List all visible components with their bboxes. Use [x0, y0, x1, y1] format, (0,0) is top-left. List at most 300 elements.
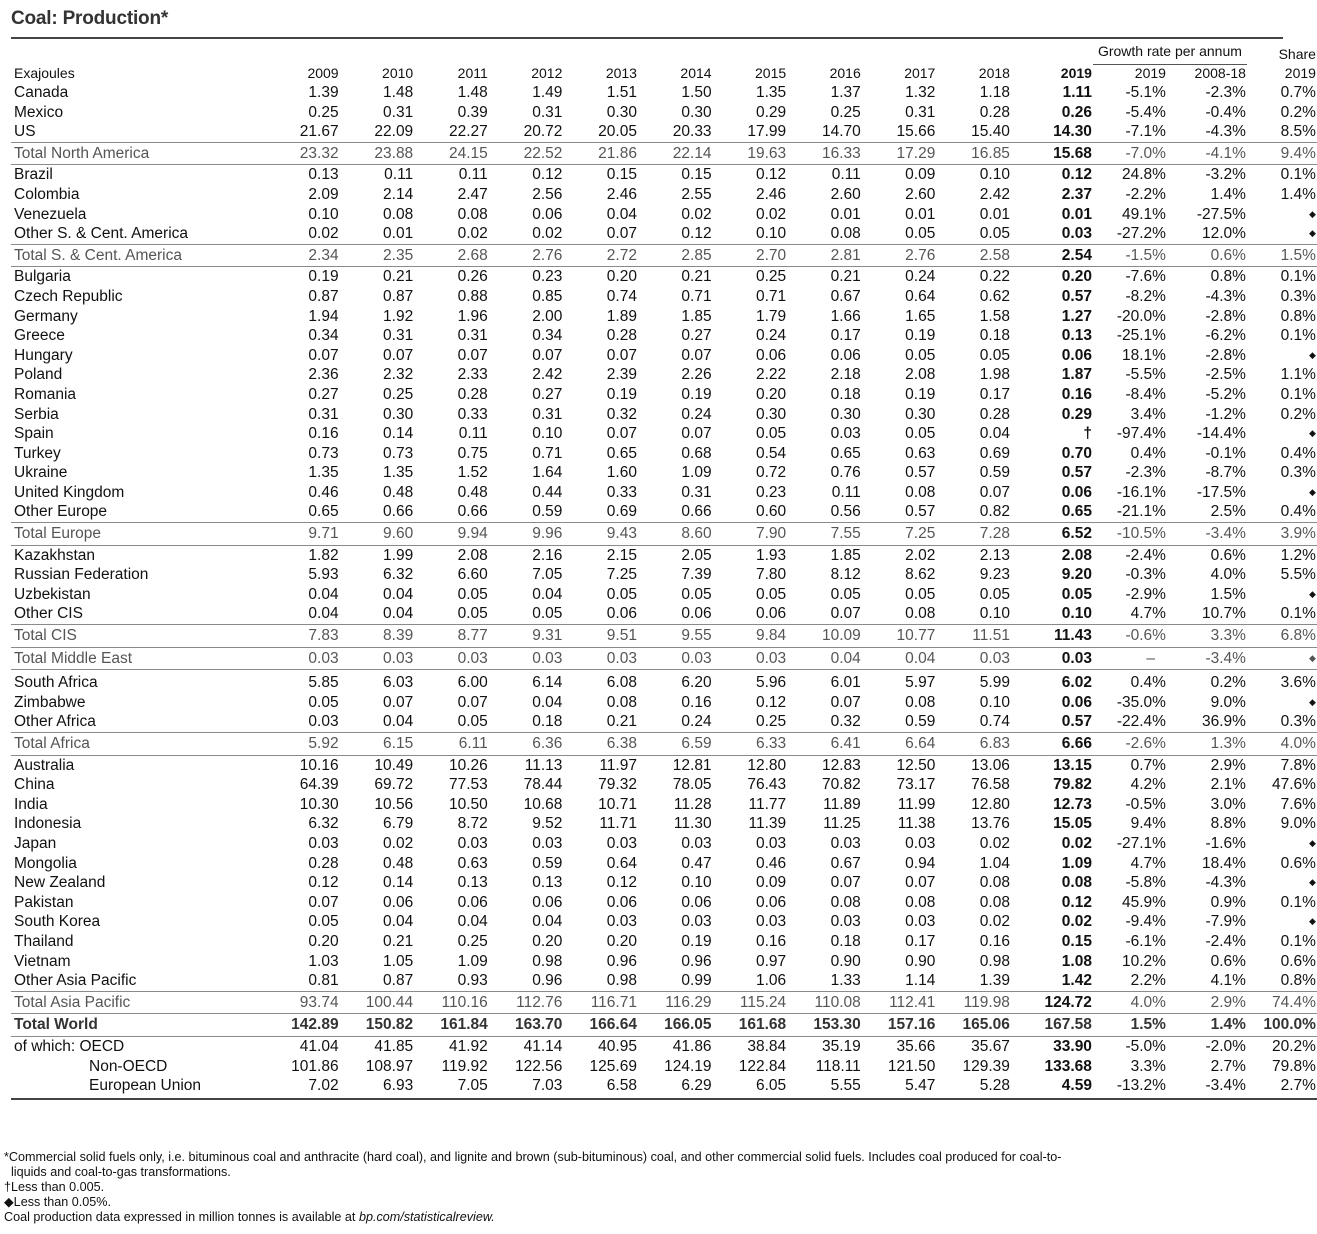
row-label: South Africa — [14, 674, 98, 692]
value-cell: 10.16 — [299, 756, 339, 774]
share-cell: 0.4% — [1280, 503, 1316, 521]
value-cell: 0.33 — [606, 483, 637, 501]
row-label: Other Africa — [14, 713, 96, 731]
value-cell: 0.19 — [681, 932, 712, 950]
row-label: Turkey — [14, 444, 61, 462]
row-label: Total Europe — [11, 523, 265, 546]
value-cell: 7.25 — [606, 566, 637, 584]
value-cell: 0.02 — [979, 834, 1010, 852]
value-cell: 0.31 — [681, 483, 712, 501]
table-body — [11, 83, 1317, 1099]
value-cell: 12.83 — [821, 756, 861, 774]
value-cell: 1.85 — [681, 307, 712, 325]
value-cell: 122.56 — [514, 1057, 563, 1075]
value-cell: 0.06 — [383, 893, 414, 911]
value-cell: 0.20 — [532, 932, 563, 950]
value-cell: 0.04 — [979, 425, 1010, 443]
value-cell: 0.32 — [830, 713, 861, 731]
value-cell: 0.10 — [308, 205, 339, 223]
footnote-source-link[interactable]: bp.com/statisticalreview. — [358, 1210, 495, 1224]
value-cell: 0.12 — [755, 166, 787, 184]
growth-2019-cell: 4.7% — [1130, 854, 1166, 872]
value-cell: 7.83 — [265, 625, 340, 648]
value-cell: 9.31 — [489, 625, 564, 648]
total-row — [11, 142, 1317, 165]
value-cell: 5.92 — [265, 733, 340, 756]
value-cell: 11.25 — [823, 815, 861, 833]
value-cell: 0.74 — [979, 713, 1010, 731]
header-row-years — [11, 65, 1317, 84]
value-cell: 0.06 — [681, 893, 712, 911]
row-label: Serbia — [14, 405, 59, 423]
value-cell: 7.55 — [787, 523, 862, 546]
value-cell: 0.03 — [563, 647, 638, 670]
growth-2019-cell: -22.4% — [1116, 713, 1166, 731]
value-cell: 0.02 — [979, 913, 1010, 931]
value-cell: 0.48 — [383, 854, 414, 872]
value-cell: 2.08 — [457, 546, 488, 564]
total-row — [11, 647, 1317, 670]
value-cell: 0.93 — [457, 972, 488, 990]
growth-2008-18-cell: 8.8% — [1210, 815, 1246, 833]
table-row — [11, 1036, 1317, 1056]
share-cell: ◆ — [1309, 228, 1316, 239]
value-cell: 7.90 — [713, 523, 788, 546]
value-cell: 0.07 — [457, 693, 488, 711]
growth-2008-18-cell: 18.4% — [1201, 854, 1246, 872]
value-cell: 0.81 — [308, 972, 339, 990]
value-cell: 129.39 — [962, 1057, 1010, 1075]
value-cell: 0.31 — [308, 405, 339, 423]
value-cell: 0.07 — [606, 425, 637, 443]
year-header: 2009 — [307, 65, 339, 81]
value-cell: 5.99 — [979, 674, 1010, 692]
value-cell: 0.06 — [457, 893, 488, 911]
value-cell: 2.85 — [638, 244, 713, 267]
row-label: Uzbekistan — [14, 585, 91, 603]
value-cell: 70.82 — [821, 776, 861, 794]
table-row — [11, 185, 1317, 205]
value-cell: 10.56 — [374, 795, 414, 813]
growth-2019-cell: -13.2% — [1093, 1076, 1167, 1099]
share-cell: 0.1% — [1280, 268, 1316, 286]
value-cell: 2.60 — [830, 185, 861, 203]
growth-2019-cell: -97.4% — [1116, 425, 1166, 443]
value-cell: 0.63 — [457, 854, 488, 872]
value-cell: 153.30 — [787, 1014, 862, 1037]
growth-2019-cell: 4.0% — [1093, 991, 1167, 1014]
share-cell: 47.6% — [1271, 776, 1316, 794]
share-cell: 0.1% — [1280, 932, 1316, 950]
value-cell: 0.33 — [457, 405, 488, 423]
row-label: Total North America — [11, 142, 265, 165]
value-cell: 1.35 — [308, 464, 339, 482]
value-2019-cell: 0.03 — [1011, 647, 1093, 670]
value-2019-cell: 0.06 — [1061, 346, 1092, 364]
value-cell: 0.23 — [532, 268, 563, 286]
value-cell: 0.03 — [308, 834, 339, 852]
growth-2008-18-cell: 36.9% — [1201, 713, 1246, 731]
value-cell: 0.03 — [606, 834, 637, 852]
growth-2019-cell: 10.2% — [1121, 952, 1166, 970]
value-cell: 2.13 — [979, 546, 1010, 564]
value-cell: 161.68 — [713, 1014, 788, 1037]
value-cell: 0.08 — [979, 893, 1010, 911]
value-cell: 9.60 — [340, 523, 415, 546]
value-cell: 1.82 — [308, 546, 339, 564]
value-cell: 9.71 — [265, 523, 340, 546]
value-cell: 41.14 — [523, 1037, 563, 1055]
row-label: Greece — [14, 327, 65, 345]
growth-2008-18-cell: 4.1% — [1210, 972, 1246, 990]
value-cell: 0.03 — [830, 834, 861, 852]
value-cell: 0.03 — [830, 913, 861, 931]
value-cell: 11.89 — [823, 795, 861, 813]
value-cell: 24.15 — [414, 142, 489, 165]
value-cell: 0.25 — [755, 713, 787, 731]
value-2019-cell: 0.15 — [1061, 932, 1092, 950]
growth-2019-cell: -8.4% — [1125, 385, 1166, 403]
growth-2008-18-cell: -1.6% — [1205, 834, 1246, 852]
growth-rate-header: Growth rate per annum — [1093, 40, 1247, 65]
value-cell: 0.19 — [905, 327, 936, 345]
value-cell: 0.46 — [755, 854, 787, 872]
share-cell: 0.1% — [1280, 327, 1316, 345]
share-cell: 0.8% — [1280, 972, 1316, 990]
growth-2019-cell: -2.6% — [1093, 733, 1167, 756]
value-cell: 0.16 — [308, 425, 339, 443]
value-cell: 11.51 — [936, 625, 1011, 648]
value-cell: 0.57 — [905, 503, 936, 521]
table-row — [11, 585, 1317, 605]
growth-2008-18-cell: -4.3% — [1205, 123, 1246, 141]
growth-2008-18-cell: -17.5% — [1196, 483, 1246, 501]
growth-2019-cell: -9.4% — [1125, 913, 1166, 931]
value-cell: 0.48 — [383, 483, 414, 501]
value-cell: 6.03 — [383, 674, 414, 692]
growth-2019-cell: -5.8% — [1125, 874, 1166, 892]
growth-2019-cell: -27.2% — [1116, 225, 1166, 243]
value-cell: 0.03 — [681, 913, 712, 931]
value-cell: 0.05 — [308, 913, 339, 931]
value-cell: 0.96 — [606, 952, 637, 970]
table-row — [11, 307, 1317, 327]
growth-2019-cell: 18.1% — [1121, 346, 1166, 364]
value-cell: 8.72 — [457, 815, 488, 833]
value-cell: 10.26 — [448, 756, 488, 774]
value-cell: 121.50 — [887, 1057, 936, 1075]
footnote-source — [4, 1210, 1284, 1225]
share-cell: 1.2% — [1280, 546, 1316, 564]
growth-2019-cell: -0.5% — [1125, 795, 1166, 813]
value-cell: 6.00 — [457, 674, 488, 692]
value-cell: 6.14 — [532, 674, 563, 692]
row-label: Zimbabwe — [14, 693, 86, 711]
value-cell: 0.05 — [308, 693, 339, 711]
value-cell: 0.73 — [308, 444, 339, 462]
value-cell: 1.49 — [532, 84, 563, 101]
row-label: Hungary — [14, 346, 73, 364]
value-2019-cell: 2.54 — [1011, 244, 1093, 267]
value-cell: 0.04 — [862, 647, 937, 670]
value-cell: 16.33 — [787, 142, 862, 165]
growth-2008-18-cell: -0.4% — [1205, 103, 1246, 121]
value-cell: 6.83 — [936, 733, 1011, 756]
value-cell: 0.22 — [979, 268, 1010, 286]
value-cell: 0.05 — [457, 713, 488, 731]
value-cell: 0.04 — [457, 913, 488, 931]
value-cell: 41.92 — [448, 1037, 488, 1055]
value-cell: 2.05 — [681, 546, 712, 564]
value-cell: 1.66 — [830, 307, 861, 325]
value-cell: 8.77 — [414, 625, 489, 648]
value-cell: 0.08 — [979, 874, 1010, 892]
value-cell: 0.07 — [830, 605, 861, 623]
table-row — [11, 893, 1317, 913]
share-cell: 1.1% — [1280, 366, 1316, 384]
value-cell: 0.73 — [383, 444, 414, 462]
value-cell: 10.09 — [787, 625, 862, 648]
value-cell: 2.34 — [265, 244, 340, 267]
value-cell: 0.34 — [308, 327, 339, 345]
value-cell: 1.89 — [606, 307, 637, 325]
value-cell: 1.60 — [606, 464, 637, 482]
value-2019-cell: 4.59 — [1011, 1076, 1093, 1099]
value-cell: 0.47 — [681, 854, 712, 872]
value-cell: 0.03 — [340, 647, 415, 670]
value-cell: 0.12 — [681, 225, 712, 243]
share-cell: 9.0% — [1280, 815, 1316, 833]
value-cell: 0.85 — [532, 287, 563, 305]
value-cell: 0.20 — [755, 385, 787, 403]
value-cell: 163.70 — [489, 1014, 564, 1037]
value-cell: 0.24 — [681, 713, 712, 731]
value-2019-cell: 0.05 — [1061, 585, 1092, 603]
value-cell: 0.02 — [308, 225, 339, 243]
growth-2019-cell: -0.6% — [1093, 625, 1167, 648]
value-cell: 0.19 — [606, 385, 637, 403]
value-cell: 0.64 — [905, 287, 936, 305]
table-row — [11, 165, 1317, 185]
value-cell: 0.98 — [532, 952, 563, 970]
table-row — [11, 444, 1317, 464]
row-label: Romania — [14, 385, 77, 403]
value-2019-cell: 9.20 — [1061, 566, 1092, 584]
value-cell: 0.06 — [755, 605, 787, 623]
value-cell: 11.30 — [673, 815, 712, 833]
value-cell: 35.19 — [821, 1037, 861, 1055]
value-cell: 0.24 — [755, 327, 787, 345]
growth-2008-18-cell: 0.6% — [1210, 546, 1246, 564]
value-cell: 0.28 — [979, 103, 1010, 121]
value-cell: 0.07 — [606, 225, 637, 243]
year-header: 2014 — [680, 65, 712, 81]
value-2019-cell: 6.52 — [1011, 523, 1093, 546]
value-cell: 165.06 — [936, 1014, 1011, 1037]
value-cell: 5.96 — [755, 674, 787, 692]
value-cell: 2.72 — [563, 244, 638, 267]
value-cell: 0.07 — [308, 346, 339, 364]
value-cell: 15.40 — [971, 123, 1010, 141]
share-cell: 0.1% — [1280, 166, 1316, 184]
share-cell: ◆ — [1309, 696, 1316, 707]
footnote-source-text: Coal production data expressed in million tonnes is available at — [4, 1210, 359, 1224]
share-cell: 0.3% — [1280, 287, 1316, 305]
row-label: Czech Republic — [14, 287, 123, 305]
value-cell: 41.86 — [672, 1037, 712, 1055]
value-cell: 0.03 — [905, 913, 936, 931]
value-cell: 6.33 — [713, 733, 788, 756]
row-label: Australia — [14, 756, 75, 774]
value-cell: 119.98 — [936, 991, 1011, 1014]
growth-2019-cell: 24.8% — [1121, 166, 1166, 184]
share-cell: ◆ — [1309, 837, 1316, 848]
value-cell: 0.30 — [681, 103, 712, 121]
value-2019-cell: 1.08 — [1061, 952, 1092, 970]
value-cell: 0.08 — [905, 693, 936, 711]
value-cell: 1.39 — [308, 84, 339, 101]
value-cell: 10.30 — [299, 795, 339, 813]
row-label: European Union — [11, 1076, 265, 1099]
value-2019-cell: 11.43 — [1011, 625, 1093, 648]
value-cell: 0.04 — [383, 913, 414, 931]
value-cell: 9.51 — [563, 625, 638, 648]
value-cell: 1.35 — [383, 464, 414, 482]
value-cell: 9.43 — [563, 523, 638, 546]
value-cell: 0.06 — [755, 346, 787, 364]
value-cell: 0.30 — [383, 405, 414, 423]
value-cell: 2.68 — [414, 244, 489, 267]
value-cell: 0.04 — [532, 585, 563, 603]
value-cell: 0.69 — [606, 503, 637, 521]
value-cell: 0.71 — [532, 444, 563, 462]
value-cell: 0.08 — [457, 205, 488, 223]
value-cell: 166.05 — [638, 1014, 713, 1037]
value-cell: 23.88 — [340, 142, 415, 165]
value-cell: 6.60 — [457, 566, 488, 584]
value-2019-cell: 33.90 — [1053, 1037, 1092, 1055]
value-cell: 0.08 — [383, 205, 414, 223]
value-cell: 0.69 — [979, 444, 1010, 462]
value-2019-cell: 0.12 — [1061, 893, 1092, 911]
value-cell: 6.20 — [681, 674, 712, 692]
table-row — [11, 693, 1317, 713]
value-cell: 0.59 — [905, 713, 936, 731]
value-cell: 2.76 — [862, 244, 937, 267]
value-2019-cell: 15.68 — [1011, 142, 1093, 165]
value-cell: 17.99 — [747, 123, 787, 141]
growth-2019-cell: -5.4% — [1125, 103, 1166, 121]
value-cell: 0.01 — [979, 205, 1010, 223]
share-cell: 2.7% — [1247, 1076, 1317, 1099]
value-cell: 14.70 — [821, 123, 861, 141]
value-cell: 0.02 — [383, 834, 414, 852]
value-cell: 0.14 — [383, 874, 414, 892]
value-cell: 0.44 — [532, 483, 563, 501]
value-cell: 2.46 — [755, 185, 787, 203]
value-cell: 2.00 — [532, 307, 563, 325]
value-cell: 0.59 — [532, 503, 563, 521]
value-cell: 0.16 — [979, 932, 1010, 950]
value-cell: 10.77 — [862, 625, 937, 648]
footnote-commercial: *Commercial solid fuels only, i.e. bituminous coal and anthracite (hard coal), and lignite and brown (sub-bituminous) coal, and other commercial solid fuels. Includes coal produced for coal-to- — [4, 1150, 1062, 1164]
growth-2019-cell: 4.2% — [1130, 776, 1166, 794]
growth-2019-cell: -7.6% — [1125, 268, 1166, 286]
share-cell: 9.4% — [1247, 142, 1317, 165]
value-cell: 9.52 — [532, 815, 563, 833]
value-cell: 6.01 — [830, 674, 861, 692]
row-label: US — [14, 123, 36, 141]
value-cell: 6.32 — [308, 815, 339, 833]
value-cell: 7.02 — [265, 1076, 340, 1099]
value-cell: 157.16 — [862, 1014, 937, 1037]
share-cell: ◆ — [1309, 916, 1316, 927]
value-cell: 7.28 — [936, 523, 1011, 546]
value-cell: 0.07 — [905, 874, 936, 892]
value-2019-cell: 6.66 — [1011, 733, 1093, 756]
header-rule — [11, 37, 1283, 39]
row-label: Thailand — [14, 932, 74, 950]
growth-2008-18-cell: 1.3% — [1167, 733, 1247, 756]
value-cell: 1.96 — [457, 307, 488, 325]
value-cell: 2.76 — [489, 244, 564, 267]
value-cell: 2.36 — [308, 366, 339, 384]
value-cell: 22.52 — [489, 142, 564, 165]
value-cell: 0.06 — [532, 205, 563, 223]
value-cell: 0.90 — [830, 952, 861, 970]
table-row — [11, 1076, 1317, 1099]
growth-2008-18-cell: -3.4% — [1167, 1076, 1247, 1099]
value-2019-cell: 1.87 — [1061, 366, 1092, 384]
value-cell: 17.29 — [862, 142, 937, 165]
value-cell: 0.03 — [308, 713, 339, 731]
row-label: India — [14, 795, 48, 813]
value-cell: 0.59 — [979, 464, 1010, 482]
value-cell: 2.02 — [905, 546, 936, 564]
growth-2008-18-cell: -1.2% — [1205, 405, 1246, 423]
value-cell: 6.64 — [862, 733, 937, 756]
value-cell: 12.81 — [672, 756, 712, 774]
growth-2008-18-cell: 4.0% — [1210, 566, 1246, 584]
share-cell: 0.1% — [1280, 385, 1316, 403]
value-cell: 16.85 — [936, 142, 1011, 165]
value-cell: 0.16 — [681, 693, 712, 711]
value-cell: 0.29 — [755, 103, 787, 121]
value-cell: 0.21 — [383, 932, 414, 950]
growth-2019-cell: -10.5% — [1093, 523, 1167, 546]
value-cell: 119.92 — [441, 1057, 488, 1075]
value-cell: 41.04 — [299, 1037, 339, 1055]
value-cell: 1.09 — [681, 464, 712, 482]
value-cell: 6.41 — [787, 733, 862, 756]
growth-2008-18-cell: 3.0% — [1210, 795, 1246, 813]
value-cell: 150.82 — [340, 1014, 415, 1037]
value-cell: 6.08 — [606, 674, 637, 692]
value-cell: 0.05 — [905, 346, 936, 364]
value-cell: 166.64 — [563, 1014, 638, 1037]
value-cell: 0.05 — [979, 346, 1010, 364]
value-cell: 0.04 — [383, 713, 414, 731]
share-cell: 0.2% — [1280, 103, 1316, 121]
value-cell: 11.28 — [673, 795, 712, 813]
header-row-top — [11, 40, 1317, 65]
value-cell: 0.04 — [606, 205, 637, 223]
value-cell: 11.99 — [897, 795, 936, 813]
value-cell: 0.12 — [606, 874, 637, 892]
value-cell: 0.12 — [755, 693, 787, 711]
table-row — [11, 854, 1317, 874]
value-cell: 0.21 — [606, 713, 637, 731]
